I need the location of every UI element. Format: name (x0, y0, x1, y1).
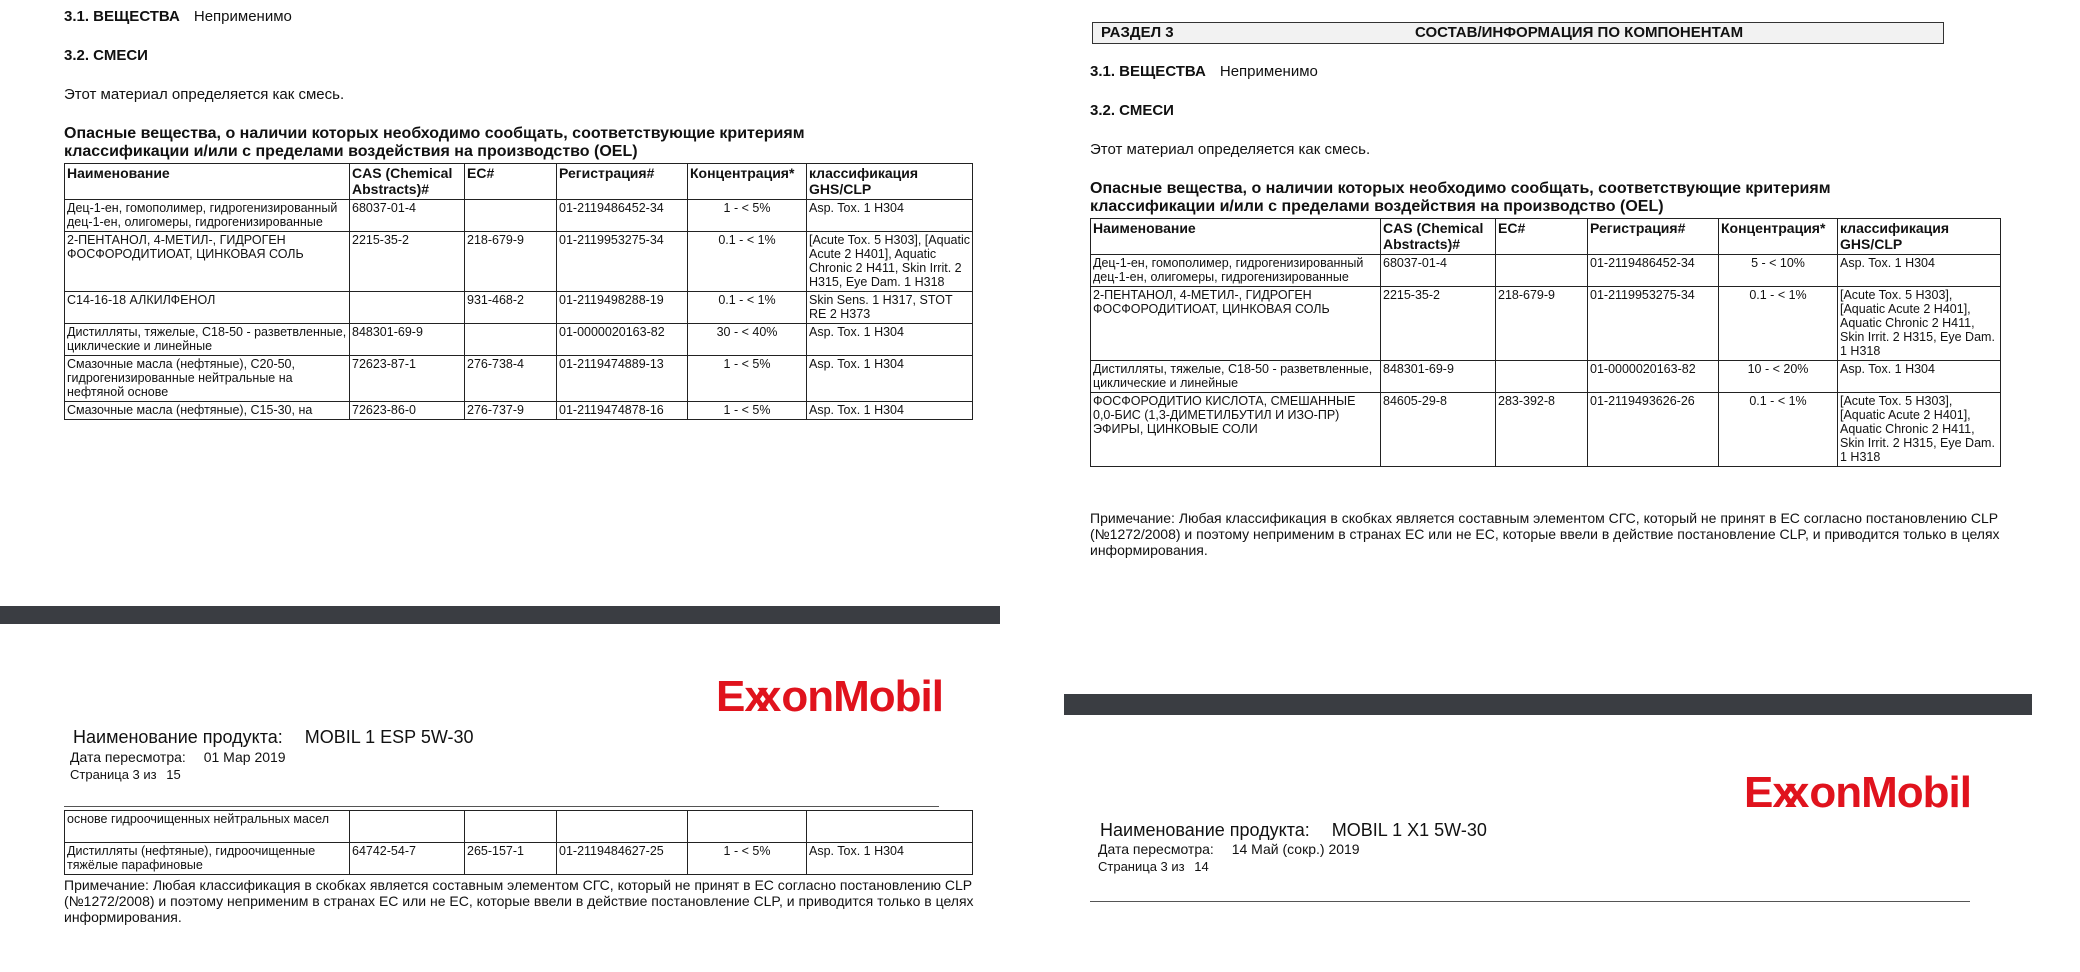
right-hazard-heading: Опасные вещества, о наличии которых необходимо сообщать, соответствующие критериям классификации и/или с пределами воздействия на производство (OEL) (1090, 180, 1831, 215)
left-classification-note: Примечание: Любая классификация в скобках является составным элементом СГС, который не принят в ЕС согласно постановлению CLP (№1272/2008) и поэтому неприменим в странах ЕС или не ЕС, которые ввели в действие постановление CLP, и приводится только в целях информирования. (64, 877, 974, 925)
section-3-label: РАЗДЕЛ 3 (1101, 24, 1174, 41)
page-separator-right (1064, 694, 2032, 715)
right-product-name: Наименование продукта: MOBIL 1 X1 5W-30 (1100, 820, 1487, 840)
right-classification-note: Примечание: Любая классификация в скобках является составным элементом СГС, который не принят в ЕС согласно постановлению CLP (№1272/2008) и поэтому неприменим в странах ЕС или не ЕС, которые ввели в действие постановление CLP, и приводится только в целях информирования. (1090, 510, 2000, 558)
left-substances-value: Неприменимо (193, 8, 292, 25)
logo-crossed-x-icon: xx (744, 672, 770, 721)
col-header-registration: Регистрация# (557, 164, 688, 200)
left-product-name: Наименование продукта: MOBIL 1 ESP 5W-30 (73, 727, 474, 747)
col-header-ec: EC# (465, 164, 557, 200)
table-header-row (65, 164, 973, 200)
col-header-classification: классификация GHS/CLP (1838, 219, 2001, 255)
table-row: Дистилляты (нефтяные), гидроочищенные тяжёлые парафиновые 64742-54-7 265-157-1 01-2119484627-25 1 - < 5% Asp. Tox. 1 H304 (65, 843, 973, 875)
table-row: Смазочные масла (нефтяные), C20-50, гидрогенизированные нейтральные на нефтяной основе 72623-87-1 276-738-4 01-2119474889-13 1 - < 5% Asp. Tox. 1 H304 (65, 356, 973, 402)
left-components-table-continued (64, 810, 973, 875)
left-mixtures-heading: 3.2. СМЕСИ (64, 47, 148, 64)
table-row: Дистилляты, тяжелые, C18-50 - разветвленные, циклические и линейные 848301-69-9 01-0000020163-82 10 - < 20% Asp. Tox. 1 H304 (1091, 361, 2001, 393)
page-separator-left (0, 606, 1000, 624)
left-page-top (0, 0, 1000, 606)
col-header-ec: EC# (1496, 219, 1588, 255)
left-substances-line (64, 8, 292, 25)
table-row: 2-ПЕНТАНОЛ, 4-МЕТИЛ-, ГИДРОГЕН ФОСФОРОДИТИОАТ, ЦИНКОВАЯ СОЛЬ 2215-35-2 218-679-9 01-2119953275-34 0.1 - < 1% [Acute Tox. 5 H303], [Aquatic Acute 2 H401], Aquatic Chronic 2 H411, Skin Irrit. 2 H315, Eye Dam. 1 H318 (1091, 287, 2001, 361)
left-page-bottom (0, 624, 1000, 972)
left-product-value: MOBIL 1 ESP 5W-30 (304, 727, 474, 747)
table-row: основе гидроочищенных нейтральных масел (65, 811, 973, 843)
table-row: Дец-1-ен, гомополимер, гидрогенизированный дец-1-ен, олигомеры, гидрогенизированные 68037-01-4 01-2119486452-34 5 - < 10% Asp. Tox. 1 H304 (1091, 255, 2001, 287)
right-mixture-text: Этот материал определяется как смесь. (1090, 141, 1371, 158)
section-3-title: СОСТАВ/ИНФОРМАЦИЯ ПО КОМПОНЕНТАМ (1415, 24, 1744, 41)
right-page-top (1064, 0, 2032, 694)
table-row: Дистилляты, тяжелые, C18-50 - разветвленные, циклические и линейные 848301-69-9 01-0000020163-82 30 - < 40% Asp. Tox. 1 H304 (65, 324, 973, 356)
col-header-cas: CAS (Chemical Abstracts)# (1381, 219, 1496, 255)
col-header-concentration: Концентрация* (1719, 219, 1838, 255)
right-page-bottom (1064, 715, 2032, 972)
left-substances-label: 3.1. ВЕЩЕСТВА (64, 8, 180, 25)
table-row: 2-ПЕНТАНОЛ, 4-МЕТИЛ-, ГИДРОГЕН ФОСФОРОДИТИОАТ, ЦИНКОВАЯ СОЛЬ 2215-35-2 218-679-9 01-2119953275-34 0.1 - < 1% [Acute Tox. 5 H303], [Aquatic Acute 2 H401], Aquatic Chronic 2 H411, Skin Irrit. 2 H315, Eye Dam. 1 H318 (65, 232, 973, 292)
right-substances-line (1090, 63, 1318, 80)
col-header-classification: классификация GHS/CLP (807, 164, 973, 200)
left-header-rule (64, 806, 939, 807)
col-header-name: Наименование (65, 164, 350, 200)
left-page-number: Страница 3 из 15 (70, 767, 181, 782)
right-product-value: MOBIL 1 X1 5W-30 (1331, 820, 1487, 840)
table-row: ФОСФОРОДИТИО КИСЛОТА, СМЕШАННЫЕ 0,0-БИС (1,3-ДИМЕТИЛБУТИЛ И ИЗО-ПР) ЭФИРЫ, ЦИНКОВЫЕ СОЛИ 84605-29-8 283-392-8 01-2119493626-26 0.1 - < 1% [Acute Tox. 5 H303], [Aquatic Acute 2 H401], Aquatic Chronic 2 H411, Skin Irrit. 2 H315, Eye Dam. 1 H318 (1091, 393, 2001, 467)
col-header-name: Наименование (1091, 219, 1381, 255)
left-mixture-text: Этот материал определяется как смесь. (64, 86, 345, 103)
right-revision-date: Дата пересмотра: 14 Май (сокр.) 2019 (1098, 841, 1360, 857)
table-header-row (1091, 219, 2001, 255)
left-revision-date: Дата пересмотра: 01 Мар 2019 (70, 749, 286, 765)
section-3-banner (1092, 22, 1944, 44)
col-header-registration: Регистрация# (1588, 219, 1719, 255)
col-header-cas: CAS (Chemical Abstracts)# (350, 164, 465, 200)
right-header-rule (1090, 901, 1970, 902)
right-mixtures-heading: 3.2. СМЕСИ (1090, 102, 1174, 119)
col-header-concentration: Концентрация* (688, 164, 807, 200)
table-row: C14-16-18 АЛКИЛФЕНОЛ 931-468-2 01-2119498288-19 0.1 - < 1% Skin Sens. 1 H317, STOT RE 2 H373 (65, 292, 973, 324)
table-row: Дец-1-ен, гомополимер, гидрогенизированный дец-1-ен, олигомеры, гидрогенизированные 68037-01-4 01-2119486452-34 1 - < 5% Asp. Tox. 1 H304 (65, 200, 973, 232)
right-page-number: Страница 3 из 14 (1098, 859, 1209, 874)
right-substances-label: 3.1. ВЕЩЕСТВА (1090, 63, 1206, 80)
right-components-table (1090, 218, 2001, 467)
right-substances-value: Неприменимо (1219, 63, 1318, 80)
left-hazard-heading: Опасные вещества, о наличии которых необходимо сообщать, соответствующие критериям классификации и/или с пределами воздействия на производство (OEL) (64, 125, 805, 160)
exxonmobil-logo: Exx onMobil (1744, 768, 1971, 817)
left-components-table (64, 163, 973, 420)
logo-crossed-x-icon: xx (1772, 768, 1798, 817)
exxonmobil-logo: Exx onMobil (716, 672, 943, 721)
table-row: Смазочные масла (нефтяные), C15-30, на 72623-86-0 276-737-9 01-2119474878-16 1 - < 5% Asp. Tox. 1 H304 (65, 402, 973, 420)
